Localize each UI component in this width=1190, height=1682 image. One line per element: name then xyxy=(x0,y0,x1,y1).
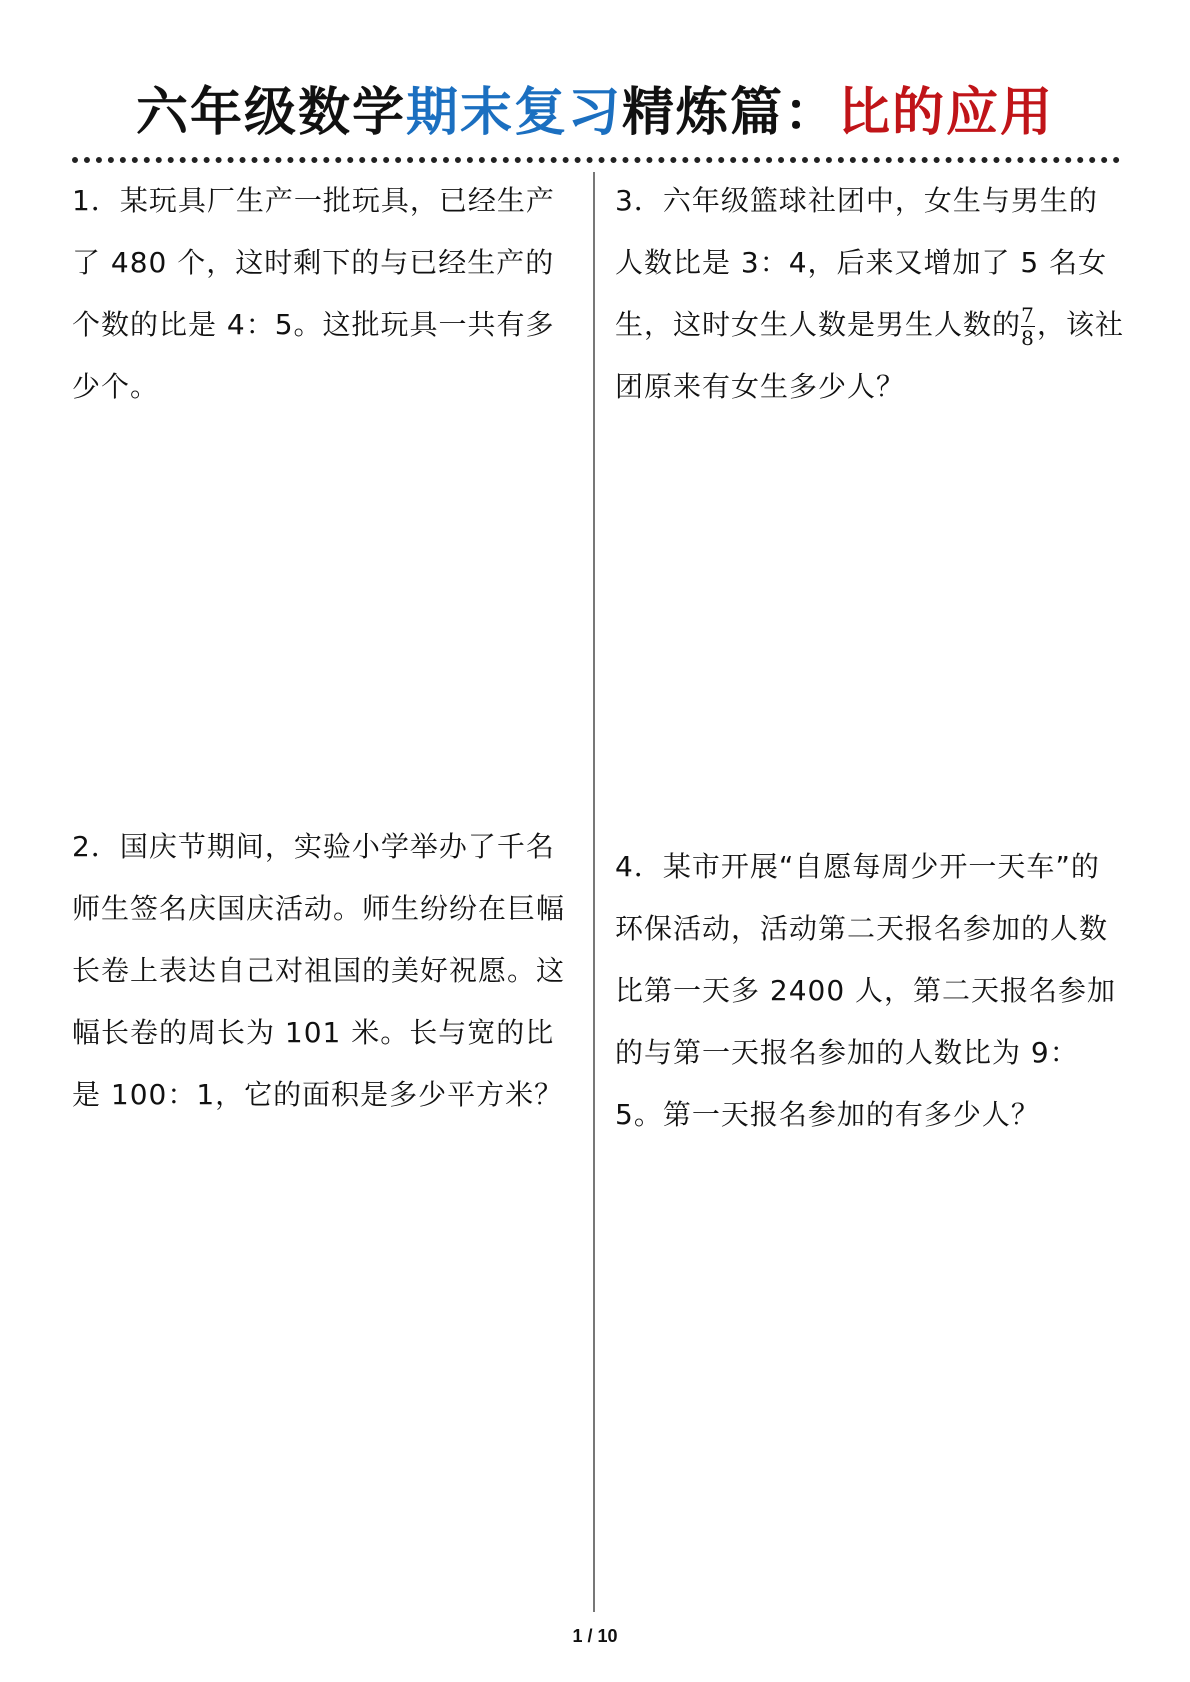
problem-3 xyxy=(615,170,1125,418)
title-part-grade: 六年级数学 xyxy=(135,83,406,143)
problem-2: 2．国庆节期间，实验小学举办了千名师生签名庆国庆活动。师生纷纷在巨幅长卷上表达自己对祖国的美好祝愿。这幅长卷的周长为 101 米。长与宽的比是 100：1，它的面积是多少平方米？ xyxy=(72,830,566,1111)
title-part-refined: 精炼篇： xyxy=(622,83,839,143)
dotted-divider xyxy=(72,157,1120,163)
page-number: 1 / 10 xyxy=(572,1626,618,1646)
problem-4: 4．某市开展“自愿每周少开一天车”的环保活动，活动第二天报名参加的人数比第一天多 2400 人，第二天报名参加的与第一天报名参加的人数比为 9：5。第一天报名参加的有多少人？ xyxy=(615,850,1117,1131)
problem-3-text-before: 3．六年级篮球社团中，女生与男生的人数比是 3：4，后来又增加了 5 名女生，这时女生人数是男生人数的 xyxy=(615,184,1108,341)
title-part-topic: 比的应用 xyxy=(838,83,1055,143)
title-part-review: 期末复习 xyxy=(405,83,622,143)
column-divider xyxy=(593,172,595,1612)
fraction-seven-eighths xyxy=(1021,304,1035,349)
problem-1: 1．某玩具厂生产一批玩具，已经生产了 480 个，这时剩下的与已经生产的个数的比是 4：5。这批玩具一共有多少个。 xyxy=(72,184,555,403)
fraction-numerator: 7 xyxy=(1021,302,1035,327)
fraction-denominator: 8 xyxy=(1021,325,1035,350)
page-title xyxy=(0,78,1190,148)
problem-3-text-after: ，该社团原来有女生多少人？ xyxy=(615,308,1125,403)
